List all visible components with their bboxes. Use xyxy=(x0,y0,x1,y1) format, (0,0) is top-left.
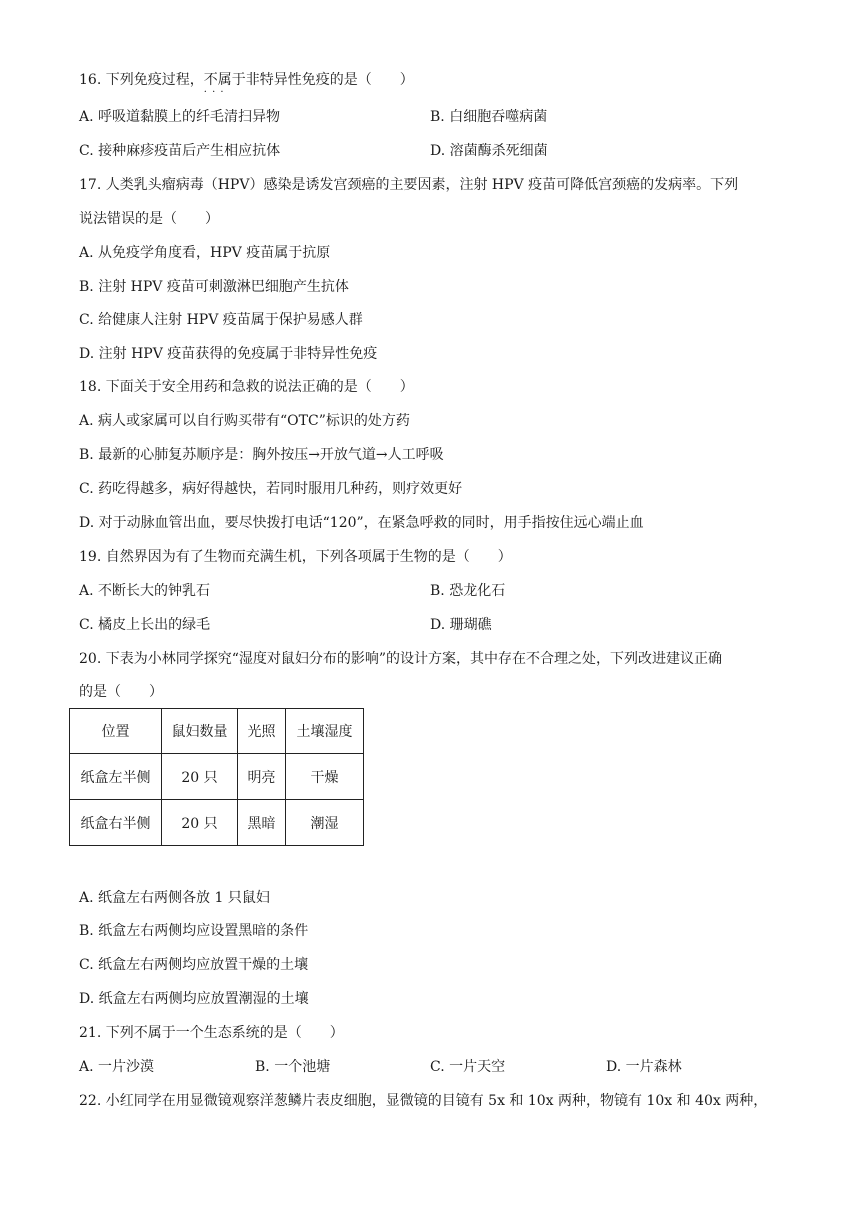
q18-option-c: C. 药吃得越多，病好得越快，若同时服用几种药，则疗效更好 xyxy=(79,481,463,497)
q21-stem: 21. 下列不属于一个生态系统的是（ ） xyxy=(79,1025,344,1041)
q21-option-d: D. 一片森林 xyxy=(606,1059,682,1075)
q18-stem: 18. 下面关于安全用药和急救的说法正确的是（ ） xyxy=(79,379,414,395)
q21-option-b: B. 一个池塘 xyxy=(255,1059,331,1075)
q16-emphasis: 不属于 · · · xyxy=(204,72,246,88)
q17-stem-line1: 17. 人类乳头瘤病毒（HPV）感染是诱发宫颈癌的主要因素，注射 HPV 疫苗可降低宫颈癌的发病率。下列 xyxy=(79,177,739,193)
q18-option-a: A. 病人或家属可以自行购买带有“OTC”标识的处方药 xyxy=(79,413,410,429)
q16-option-b: B. 白细胞吞噬病菌 xyxy=(430,109,548,125)
q16-option-d: D. 溶菌酶杀死细菌 xyxy=(430,143,548,159)
q16-option-a: A. 呼吸道黏膜上的纤毛清扫异物 xyxy=(79,109,281,125)
table-row xyxy=(70,754,364,800)
q21-option-c: C. 一片天空 xyxy=(430,1059,506,1075)
q21-option-a: A. 一片沙漠 xyxy=(79,1059,155,1075)
table-header-cell: 土壤湿度 xyxy=(286,709,364,754)
table-cell: 黑暗 xyxy=(238,800,286,846)
table-cell: 明亮 xyxy=(238,754,286,800)
q17-option-c: C. 给健康人注射 HPV 疫苗属于保护易感人群 xyxy=(79,312,363,328)
table-cell: 潮湿 xyxy=(286,800,364,846)
q19-stem: 19. 自然界因为有了生物而充满生机，下列各项属于生物的是（ ） xyxy=(79,549,512,565)
table-header-row xyxy=(70,709,364,754)
q16-stem-post: 非特异性免疫的是（ ） xyxy=(245,72,414,88)
q18-option-b: B. 最新的心肺复苏顺序是：胸外按压→开放气道→人工呼吸 xyxy=(79,447,444,463)
q17-option-d: D. 注射 HPV 疫苗获得的免疫属于非特异性免疫 xyxy=(79,346,378,362)
q17-option-a: A. 从免疫学角度看，HPV 疫苗属于抗原 xyxy=(79,245,331,261)
table-cell: 20 只 xyxy=(162,800,238,846)
q19-option-d: D. 珊瑚礁 xyxy=(430,617,492,633)
q20-option-a: A. 纸盒左右两侧各放 1 只鼠妇 xyxy=(79,890,270,906)
table-row xyxy=(70,800,364,846)
q18-option-d: D. 对于动脉血管出血，要尽快拨打电话“120”，在紧急呼救的同时，用手指按住远心端止血 xyxy=(79,515,644,531)
q17-stem-line2: 说法错误的是（ ） xyxy=(79,211,219,227)
table-cell: 纸盒左半侧 xyxy=(70,754,162,800)
q16-stem-pre: 16. 下列免疫过程， xyxy=(79,72,204,88)
q22-stem-line1: 22. 小红同学在用显微镜观察洋葱鳞片表皮细胞，显微镜的目镜有 5x 和 10x 两种，物镜有 10x 和 40x 两种， xyxy=(79,1093,768,1109)
q20-option-b: B. 纸盒左右两侧均应设置黑暗的条件 xyxy=(79,923,309,939)
table-header-cell: 位置 xyxy=(70,709,162,754)
table-header-cell: 光照 xyxy=(238,709,286,754)
q20-stem-line1: 20. 下表为小林同学探究“湿度对鼠妇分布的影响”的设计方案，其中存在不合理之处，下列改进建议正确 xyxy=(79,651,723,667)
experiment-table xyxy=(69,708,364,846)
q20-option-d: D. 纸盒左右两侧均应放置潮湿的土壤 xyxy=(79,991,309,1007)
table-cell: 纸盒右半侧 xyxy=(70,800,162,846)
q17-option-b: B. 注射 HPV 疫苗可刺激淋巴细胞产生抗体 xyxy=(79,279,349,295)
q19-option-b: B. 恐龙化石 xyxy=(430,583,506,599)
question-16-stem xyxy=(79,71,414,89)
q20-option-c: C. 纸盒左右两侧均应放置干燥的土壤 xyxy=(79,957,309,973)
q16-option-c: C. 接种麻疹疫苗后产生相应抗体 xyxy=(79,143,281,159)
q20-stem-line2: 的是（ ） xyxy=(79,684,163,700)
table-header-cell: 鼠妇数量 xyxy=(162,709,238,754)
table-cell: 干燥 xyxy=(286,754,364,800)
q19-option-c: C. 橘皮上长出的绿毛 xyxy=(79,617,211,633)
table-cell: 20 只 xyxy=(162,754,238,800)
q19-option-a: A. 不断长大的钟乳石 xyxy=(79,583,211,599)
